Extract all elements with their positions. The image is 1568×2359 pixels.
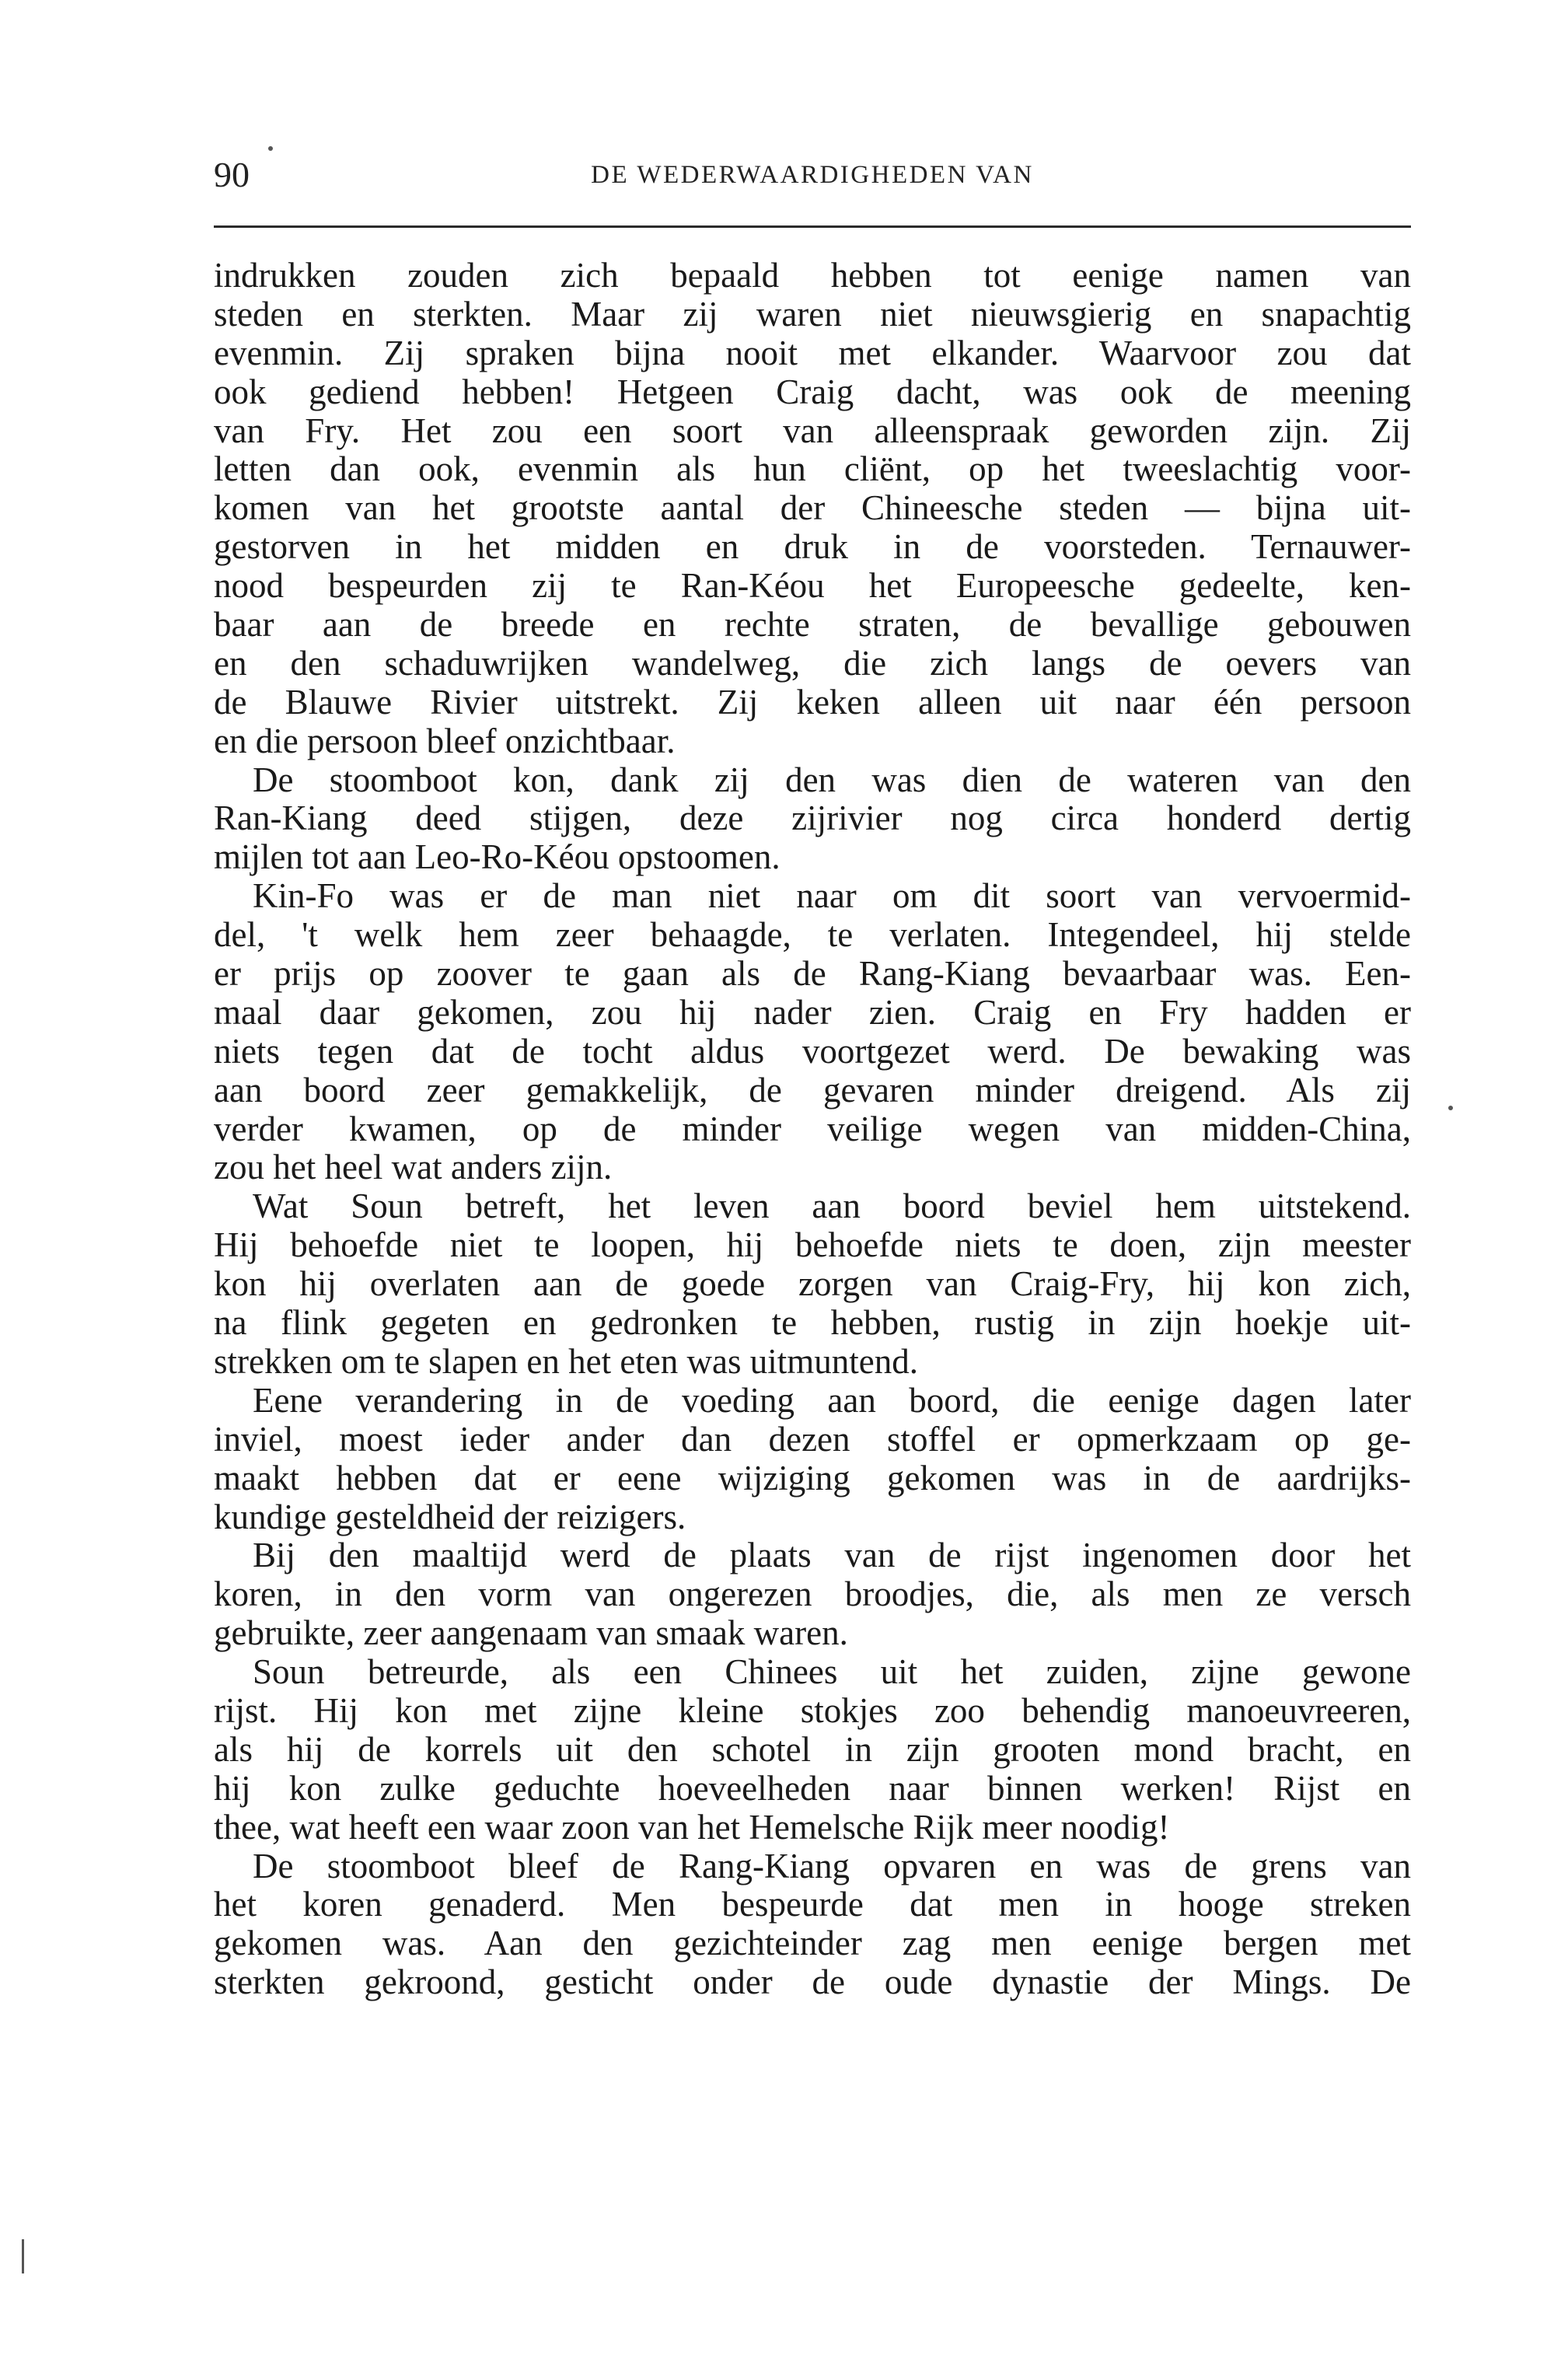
text-line: na flink gegeten en gedronken te hebben, rustig in zijn hoekje uit- — [214, 1304, 1411, 1343]
text-line: komen van het grootste aantal der Chineesche steden — bijna uit- — [214, 489, 1411, 528]
text-line: inviel, moest ieder ander dan dezen stoffel er opmerkzaam op ge- — [214, 1420, 1411, 1459]
page-number: 90 — [214, 155, 250, 194]
text-line: strekken om te slapen en het eten was uitmuntend. — [214, 1342, 918, 1381]
text-line: de Blauwe Rivier uitstrekt. Zij keken alleen uit naar één persoon — [214, 683, 1411, 722]
text-line: en den schaduwrijken wandelweg, die zich langs de oevers van — [214, 644, 1411, 683]
text-line: mijlen tot aan Leo-Ro-Kéou opstoomen. — [214, 838, 781, 877]
text-line: van Fry. Het zou een soort van alleenspraak geworden zijn. Zij — [214, 411, 1411, 450]
paragraph — [214, 1382, 1411, 1537]
print-speck — [268, 146, 273, 151]
paragraph — [214, 1847, 1411, 2003]
paragraph — [214, 761, 1411, 878]
text-line: Bij den maaltijd werd de plaats van de rijst ingenomen door het — [253, 1536, 1411, 1575]
text-line: Kin-Fo was er de man niet naar om dit soort van vervoermid- — [253, 877, 1411, 916]
text-line: en die persoon bleef onzichtbaar. — [214, 722, 676, 760]
text-line: indrukken zouden zich bepaald hebben tot eenige namen van — [214, 257, 1411, 295]
text-line: als hij de korrels uit den schotel in zijn grooten mond bracht, en — [214, 1730, 1411, 1769]
print-speck — [1448, 1106, 1453, 1110]
text-line: het koren genaderd. Men bespeurde dat men in hooge streken — [214, 1885, 1411, 1924]
paragraph — [214, 1653, 1411, 1847]
text-line: thee, wat heeft een waar zoon van het Hemelsche Rijk meer noodig! — [214, 1808, 1170, 1847]
paragraph — [214, 1536, 1411, 1653]
paragraph — [214, 1187, 1411, 1381]
running-head: DE WEDERWAARDIGHEDEN VAN — [591, 161, 1034, 189]
text-line: evenmin. Zij spraken bijna nooit met elkander. Waarvoor zou dat — [214, 334, 1411, 372]
text-line: zou het heel wat anders zijn. — [214, 1148, 613, 1187]
margin-mark — [22, 2239, 24, 2273]
text-line: Ran-Kiang deed stijgen, deze zijrivier nog circa honderd dertig — [214, 799, 1411, 838]
text-line: nood bespeurden zij te Ran-Kéou het Europeesche gedeelte, ken- — [214, 567, 1411, 606]
text-line: hij kon zulke geduchte hoeveelheden naar binnen werken! Rijst en — [214, 1769, 1411, 1808]
text-line: niets tegen dat de tocht aldus voortgezet werd. De bewaking was — [214, 1032, 1411, 1071]
text-line: aan boord zeer gemakkelijk, de gevaren minder dreigend. Als zij — [214, 1071, 1411, 1110]
text-line: gebruikte, zeer aangenaam van smaak waren. — [214, 1614, 848, 1653]
text-line: gestorven in het midden en druk in de voorsteden. Ternauwer- — [214, 528, 1411, 567]
text-line: verder kwamen, op de minder veilige wegen van midden-China, — [214, 1110, 1411, 1148]
text-line: ook gediend hebben! Hetgeen Craig dacht, was ook de meening — [214, 372, 1411, 411]
text-line: Wat Soun betreft, het leven aan boord beviel hem uitstekend. — [253, 1187, 1411, 1226]
text-line: steden en sterkten. Maar zij waren niet nieuwsgierig en snapachtig — [214, 295, 1411, 334]
paragraph — [214, 257, 1411, 761]
text-line: del, 't welk hem zeer behaagde, te verlaten. Integendeel, hij stelde — [214, 916, 1411, 955]
text-line: Hij behoefde niet te loopen, hij behoefde niets te doen, zijn meester — [214, 1226, 1411, 1265]
text-line: kon hij overlaten aan de goede zorgen van Craig-Fry, hij kon zich, — [214, 1265, 1411, 1304]
text-line: De stoomboot bleef de Rang-Kiang opvaren en was de grens van — [253, 1847, 1411, 1885]
text-line: sterkten gekroond, gesticht onder de oude dynastie der Mings. De — [214, 1963, 1411, 2002]
text-line: Soun betreurde, als een Chinees uit het zuiden, zijne gewone — [253, 1653, 1411, 1692]
text-line: rijst. Hij kon met zijne kleine stokjes zoo behendig manoeuvreeren, — [214, 1691, 1411, 1730]
text-line: maakt hebben dat er eene wijziging gekomen was in de aardrijks- — [214, 1459, 1411, 1498]
text-line: De stoomboot kon, dank zij den was dien de wateren van den — [253, 760, 1411, 799]
text-line: kundige gesteldheid der reizigers. — [214, 1498, 686, 1536]
text-line: baar aan de breede en rechte straten, de bevallige gebouwen — [214, 606, 1411, 645]
text-line: koren, in den vorm van ongerezen broodjes, die, als men ze versch — [214, 1575, 1411, 1614]
text-line: gekomen was. Aan den gezichteinder zag men eenige bergen met — [214, 1924, 1411, 1963]
text-line: maal daar gekomen, zou hij nader zien. Craig en Fry hadden er — [214, 993, 1411, 1032]
text-line: Eene verandering in de voeding aan boord, die eenige dagen later — [253, 1381, 1411, 1420]
page-header — [214, 152, 1411, 198]
body-text — [214, 257, 1411, 2002]
header-rule — [214, 225, 1411, 228]
text-line: er prijs op zoover te gaan als de Rang-Kiang bevaarbaar was. Een- — [214, 955, 1411, 994]
text-line: letten dan ook, evenmin als hun cliënt, op het tweeslachtig voor- — [214, 450, 1411, 489]
paragraph — [214, 877, 1411, 1187]
